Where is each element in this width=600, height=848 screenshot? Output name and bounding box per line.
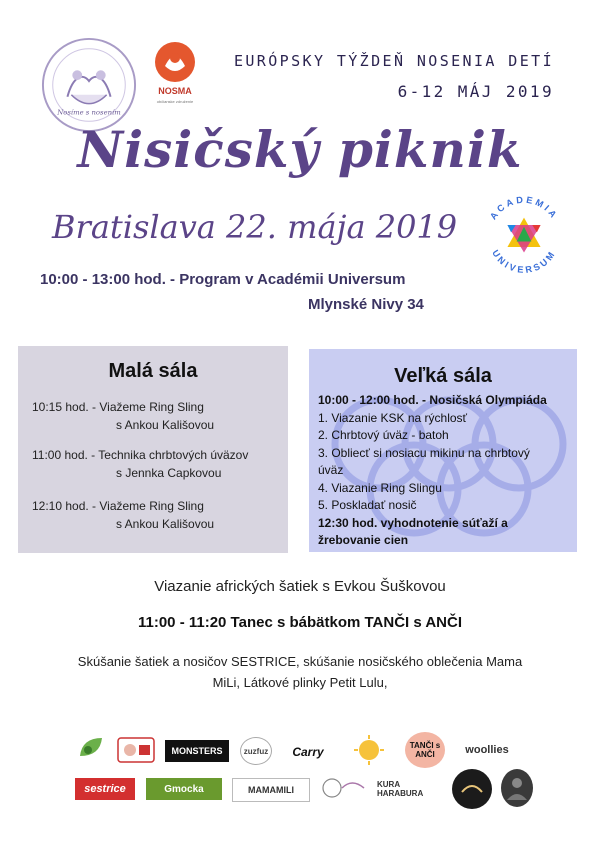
mala-sala-slot bbox=[32, 398, 214, 434]
sponsor-leaf-logo bbox=[74, 734, 108, 762]
sponsor-photo-logo bbox=[500, 768, 534, 808]
sponsor-gmocka: Gmocka bbox=[146, 778, 222, 800]
list-item: 5. Poskladať nosič bbox=[318, 498, 417, 512]
slot-who: s Ankou Kališovou bbox=[116, 418, 215, 432]
mala-sala-slot bbox=[32, 497, 214, 533]
nosma-logo bbox=[150, 36, 200, 106]
academia-logo-top-text: ACADEMIA bbox=[487, 194, 561, 222]
slot-who: s Jennka Capkovou bbox=[116, 466, 222, 480]
skusanie-line: Skúšanie šatiek a nosičov SESTRICE, skúšanie nosičského oblečenia Mama bbox=[77, 654, 523, 669]
list-item: 1. Viazanie KSK na rýchlosť bbox=[318, 410, 468, 425]
velka-sala-panel bbox=[309, 349, 577, 552]
slot-time: 12:10 hod. - Viažeme Ring Sling bbox=[32, 499, 204, 513]
page-title: Nisičský piknik bbox=[77, 120, 523, 179]
sponsor-sestrice: sestrice bbox=[75, 778, 135, 800]
list-item: úväz bbox=[318, 463, 344, 477]
mala-sala-slot bbox=[32, 446, 248, 482]
sponsor-kura-harabura: KURA HARABURA bbox=[377, 780, 424, 798]
olympiada-footer: 12:30 hod. vyhodnotenie súťaží a bbox=[318, 515, 508, 530]
svg-text:Nosíme s nosením: Nosíme s nosením bbox=[57, 108, 121, 117]
slot-who: s Ankou Kališovou bbox=[116, 517, 215, 531]
svg-text:občianske združenie: občianske združenie bbox=[156, 99, 194, 104]
slot-time: 10:15 hod. - Viažeme Ring Sling bbox=[32, 400, 204, 414]
list-item: 4. Viazanie Ring Slingu bbox=[318, 480, 442, 495]
event-title: EURÓPSKY TÝŽDEŇ NOSENIA DETÍ bbox=[233, 52, 554, 70]
list-item: 2. Chrbtový úväz - batoh bbox=[318, 428, 449, 442]
program-line: 10:00 - 13:00 hod. - Program v Académii Universum bbox=[40, 271, 406, 288]
mala-sala-panel bbox=[18, 346, 288, 553]
sponsor-carry: Carry bbox=[292, 745, 324, 759]
slot-time: 11:00 hod. - Technika chrbtových úväzov bbox=[32, 448, 249, 462]
olympiada-header: 10:00 - 12:00 hod. - Nosičská Olympiáda bbox=[318, 393, 547, 407]
viazanie-line: Viazanie afrických šatiek s Evkou Šuškovou bbox=[154, 578, 446, 595]
program-address: Mlynské Nivy 34 bbox=[308, 296, 424, 313]
sponsor-sun-logo bbox=[340, 734, 398, 766]
list-item: 3. Oblieсť si nosiacu mikinu na chrbtový bbox=[318, 445, 530, 460]
sponsor-zuzfuz: zuzfuz bbox=[240, 737, 272, 765]
tanec-line: 11:00 - 11:20 Tanec s bábätkom TANČI s ANČI bbox=[137, 614, 462, 631]
sponsor-tanci-s-anci: TANČI s ANČI bbox=[405, 732, 445, 768]
academia-universum-logo bbox=[478, 190, 570, 282]
skusanie-line: MiLi, Látkové plinky Petit Lulu, bbox=[212, 675, 388, 690]
sponsor-monsters: MONSTERS bbox=[165, 740, 229, 762]
academia-logo-bottom-text: UNIVERSUM bbox=[490, 248, 558, 276]
velka-sala-list bbox=[318, 392, 570, 550]
page-subtitle: Bratislava 22. mája 2019 bbox=[52, 208, 458, 246]
olympiada-footer: žrebovanie cien bbox=[318, 533, 409, 547]
mala-sala-title: Malá sála bbox=[108, 360, 198, 382]
sponsor-dark-circle-logo bbox=[451, 768, 493, 810]
sponsor-petit-lulu-logo bbox=[318, 772, 368, 806]
svg-text:ACADEMIA bbox=[488, 195, 560, 222]
sponsor-woollies: woollies bbox=[465, 744, 509, 756]
sponsor-mamamili: MAMAMILI bbox=[232, 778, 310, 802]
velka-sala-title: Veľká sála bbox=[394, 365, 492, 387]
sponsor-baby-logo bbox=[116, 736, 156, 764]
event-dates: 6-12 MÁJ 2019 bbox=[397, 82, 554, 101]
nosma-logo-text: NOSMA bbox=[158, 86, 192, 96]
